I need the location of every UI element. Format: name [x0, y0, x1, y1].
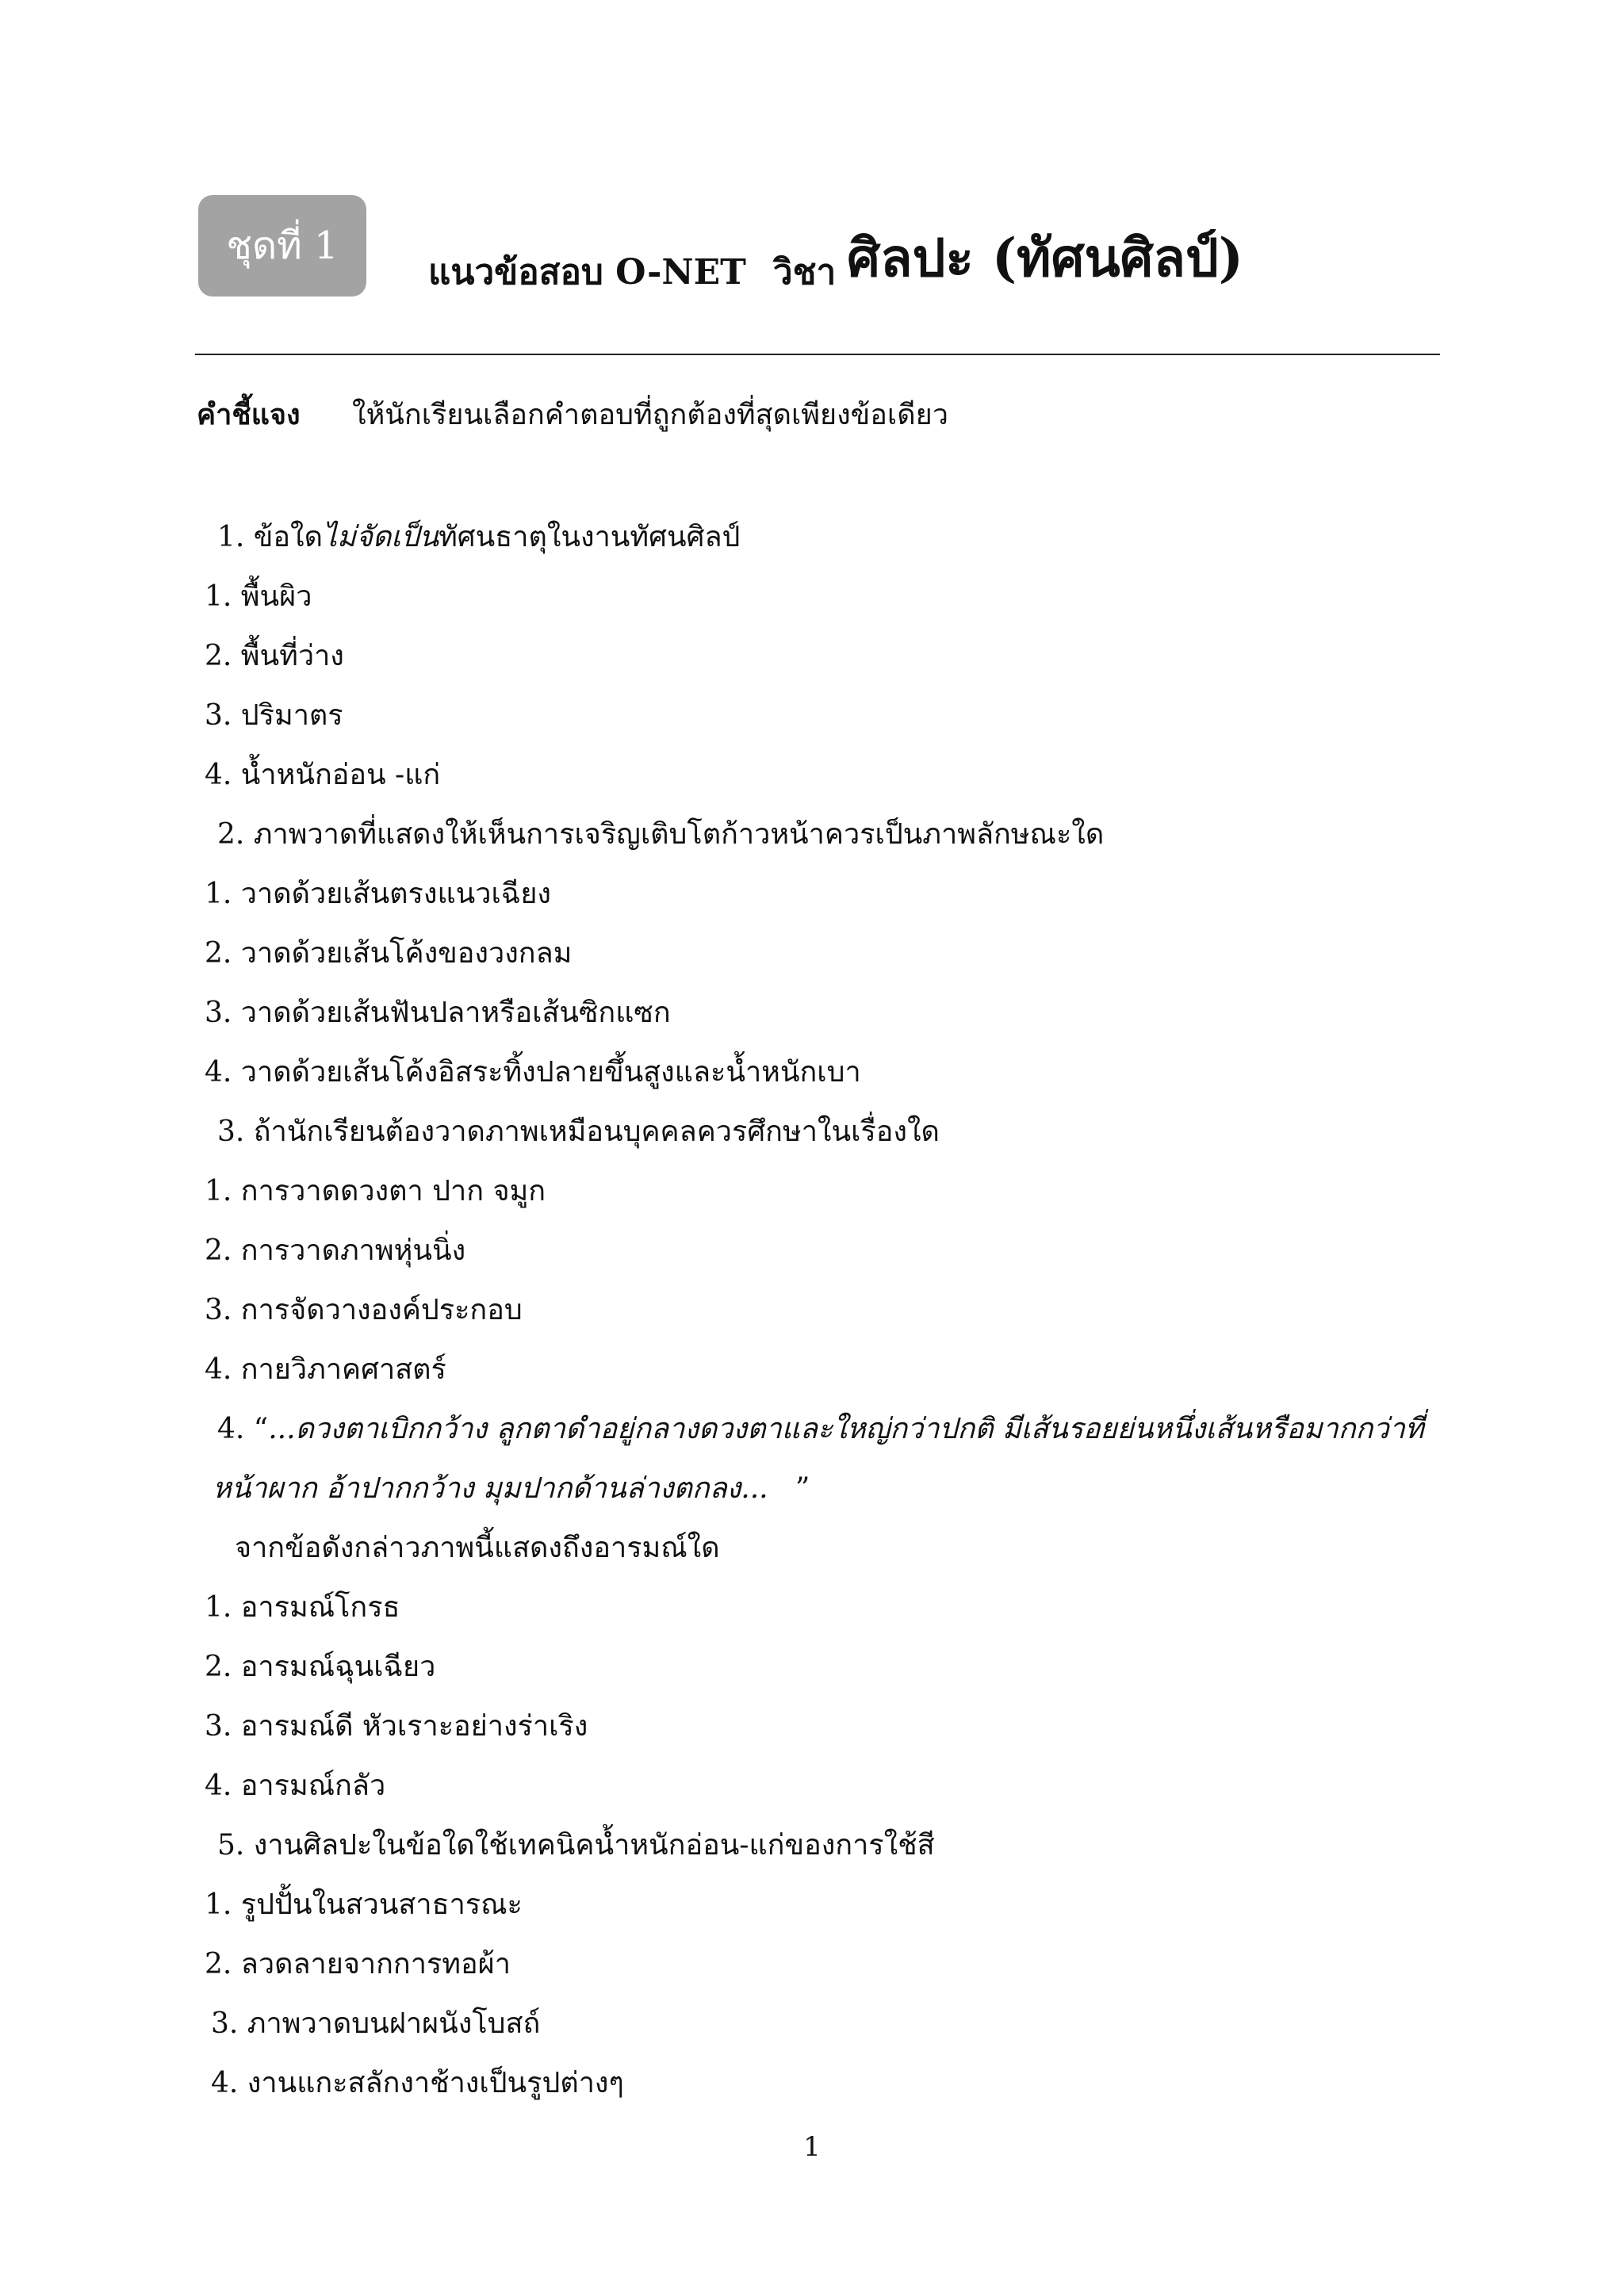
question-2-choice-4[interactable]: 4. วาดด้วยเส้นโค้งอิสระทิ้งปลายขึ้นสูงและน้ำหนักเบา	[205, 1056, 861, 1089]
page-title	[428, 212, 1243, 300]
question-1-emphasis: ไม่จัดเป็น	[322, 521, 439, 553]
page-number: 1	[803, 2131, 821, 2163]
question-3: 3. ถ้านักเรียนต้องวาดภาพเหมือนบุคคลควรศึกษาในเรื่องใด	[217, 1115, 940, 1148]
question-1-start: 1. ข้อใด	[217, 521, 323, 553]
question-4-choice-4[interactable]: 4. อารมณ์กลัว	[205, 1770, 386, 1802]
subject-prefix: วิชา	[772, 252, 837, 293]
question-1	[217, 514, 740, 559]
question-3-choice-1[interactable]: 1. การวาดดวงตา ปาก จมูก	[205, 1175, 546, 1207]
question-1-choice-4[interactable]: 4. น้ำหนักอ่อน -แก่	[205, 759, 441, 791]
question-2-choice-2[interactable]: 2. วาดด้วยเส้นโค้งของวงกลม	[205, 937, 573, 970]
instruction-text: ให้นักเรียนเลือกคำตอบที่ถูกต้องที่สุดเพียงข้อเดียว	[352, 399, 948, 431]
question-1-choice-3[interactable]: 3. ปริมาตร	[205, 699, 343, 732]
question-3-choice-2[interactable]: 2. การวาดภาพหุ่นนิ่ง	[205, 1234, 466, 1267]
subject-title: ศิลปะ (ทัศนศิลป์)	[847, 227, 1244, 289]
set-badge: ชุดที่ 1	[198, 195, 366, 297]
question-4-choice-2[interactable]: 2. อารมณ์ฉุนเฉียว	[205, 1651, 436, 1683]
question-4-prefix: 4. “	[217, 1413, 269, 1445]
question-4-close-quote: ”	[768, 1472, 810, 1505]
instruction	[197, 392, 948, 437]
header-divider	[195, 354, 1440, 355]
question-5: 5. งานศิลปะในข้อใดใช้เทคนิคน้ำหนักอ่อน-แก่ของการใช้สี	[217, 1829, 935, 1862]
question-1-end: ทัศนธาตุในงานทัศนศิลป์	[439, 521, 741, 553]
question-1-choice-1[interactable]: 1. พื้นผิว	[205, 580, 312, 613]
question-5-choice-3[interactable]: 3. ภาพวาดบนฝาผนังโบสถ์	[211, 2007, 541, 2040]
question-4-line-2	[213, 1465, 810, 1510]
question-4-line-1	[217, 1406, 1424, 1451]
question-2: 2. ภาพวาดที่แสดงให้เห็นการเจริญเติบโตก้าวหน้าควรเป็นภาพลักษณะใด	[217, 818, 1105, 851]
question-1-choice-2[interactable]: 2. พื้นที่ว่าง	[205, 640, 344, 672]
exam-title: แนวข้อสอบ O-NET	[428, 252, 746, 293]
question-4-choice-3[interactable]: 3. อารมณ์ดี หัวเราะอย่างร่าเริง	[205, 1710, 588, 1743]
question-2-choice-3[interactable]: 3. วาดด้วยเส้นฟันปลาหรือเส้นซิกแซก	[205, 997, 671, 1029]
question-5-choice-1[interactable]: 1. รูปปั้นในสวนสาธารณะ	[205, 1888, 523, 1921]
question-5-choice-4[interactable]: 4. งานแกะสลักงาช้างเป็นรูปต่างๆ	[211, 2067, 624, 2099]
question-4-ask: จากข้อดังกล่าวภาพนี้แสดงถึงอารมณ์ใด	[235, 1532, 720, 1564]
question-3-choice-3[interactable]: 3. การจัดวางองค์ประกอบ	[205, 1294, 523, 1326]
question-4-choice-1[interactable]: 1. อารมณ์โกรธ	[205, 1591, 400, 1624]
question-4-quote-1: ...ดวงตาเบิกกว้าง ลูกตาดำอยู่กลางดวงตาและใหญ่กว่าปกติ มีเส้นรอยย่นหนึ่งเส้นหรือมากกว่าที่	[268, 1413, 1424, 1445]
instruction-label: คำชี้แจง	[197, 398, 301, 431]
question-5-choice-2[interactable]: 2. ลวดลายจากการทอผ้า	[205, 1948, 511, 1980]
question-2-choice-1[interactable]: 1. วาดด้วยเส้นตรงแนวเฉียง	[205, 878, 551, 910]
question-4-quote-2: หน้าผาก อ้าปากกว้าง มุมปากด้านล่างตกลง...	[213, 1472, 768, 1505]
question-3-choice-4[interactable]: 4. กายวิภาคศาสตร์	[205, 1353, 446, 1386]
